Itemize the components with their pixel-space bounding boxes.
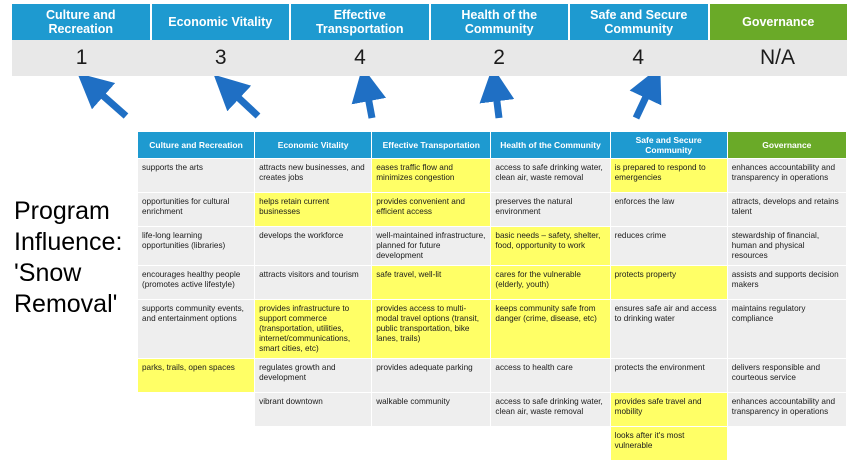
matrix-cell: stewardship of financial, human and physical resources (727, 227, 846, 266)
header-economic-vitality: Economic Vitality (152, 4, 292, 40)
matrix-cell: access to safe drinking water, clean air, waste removal (491, 159, 610, 193)
scorecard-score-row (12, 40, 847, 79)
matrix-cell: basic needs – safety, shelter, food, opportunity to work (491, 227, 610, 266)
header-governance: Governance (710, 4, 848, 40)
score-health-of-the-community: 2 (493, 46, 505, 69)
matrix-header-safe-and-secure-community: Safe and Secure Community (610, 132, 727, 159)
header-health-of-the-community: Health of the Community (431, 4, 571, 40)
arrow-health-of-the-community (495, 86, 499, 118)
arrow-culture-and-recreation (92, 86, 126, 116)
score-safe-and-secure-community: 4 (632, 46, 645, 69)
matrix-cell: provides infrastructure to support commerce (transportation, utilities, internet/communications, smart cities, etc) (255, 300, 372, 359)
score-culture-and-recreation: 1 (75, 46, 88, 69)
matrix-cell: provides convenient and efficient access (372, 193, 491, 227)
matrix-cell: enforces the law (610, 193, 727, 227)
matrix-header-health-of-the-community: Health of the Community (491, 132, 610, 159)
matrix-cell: assists and supports decision makers (727, 266, 846, 300)
matrix-cell: preserves the natural environment (491, 193, 610, 227)
matrix-header-effective-transportation: Effective Transportation (372, 132, 491, 159)
matrix-cell: eases traffic flow and minimizes congestion (372, 159, 491, 193)
matrix-cell-empty (372, 427, 491, 461)
matrix-cell-empty (491, 427, 610, 461)
arrow-effective-transportation (366, 86, 372, 118)
matrix-cell: protects property (610, 266, 727, 300)
scorecard-header-row (12, 4, 847, 40)
matrix-cell: access to health care (491, 359, 610, 393)
matrix-cell: looks after it's most vulnerable (610, 427, 727, 461)
matrix-cell: helps retain current businesses (255, 193, 372, 227)
matrix-cell: attracts visitors and tourism (255, 266, 372, 300)
matrix-cell: protects the environment (610, 359, 727, 393)
matrix-cell: enhances accountability and transparency in operations (727, 393, 846, 427)
matrix-cell: parks, trails, open spaces (138, 359, 255, 393)
header-safe-and-secure-community: Safe and Secure Community (570, 4, 710, 40)
matrix-header-row (138, 132, 847, 159)
matrix-cell: life-long learning opportunities (libraries) (138, 227, 255, 266)
matrix-cell: provides safe travel and mobility (610, 393, 727, 427)
matrix-body (138, 159, 847, 461)
matrix-row (138, 159, 847, 193)
matrix-cell-empty (255, 427, 372, 461)
matrix-row (138, 359, 847, 393)
header-effective-transportation: Effective Transportation (291, 4, 431, 40)
matrix-cell: vibrant downtown (255, 393, 372, 427)
matrix-row (138, 266, 847, 300)
score-economic-vitality: 3 (214, 46, 227, 69)
matrix-cell: keeps community safe from danger (crime, disease, etc) (491, 300, 610, 359)
score-governance: N/A (759, 46, 795, 69)
program-influence-caption: Program Influence: 'Snow Removal' (14, 197, 123, 318)
matrix-cell: enhances accountability and transparency in operations (727, 159, 846, 193)
arrow-economic-vitality (228, 88, 258, 116)
matrix-cell: attracts new businesses, and creates jobs (255, 159, 372, 193)
matrix-cell: reduces crime (610, 227, 727, 266)
score-effective-transportation: 4 (354, 46, 366, 69)
matrix-cell: walkable community (372, 393, 491, 427)
matrix-cell: is prepared to respond to emergencies (610, 159, 727, 193)
matrix-cell: delivers responsible and courteous service (727, 359, 846, 393)
matrix-cell: cares for the vulnerable (elderly, youth) (491, 266, 610, 300)
matrix-cell: access to safe drinking water, clean air, waste removal (491, 393, 610, 427)
matrix-cell: ensures safe air and access to drinking water (610, 300, 727, 359)
matrix-cell-empty (727, 427, 846, 461)
matrix-cell: supports community events, and entertainment options (138, 300, 255, 359)
matrix-row (138, 300, 847, 359)
matrix-cell: well-maintained infrastructure, planned for future development (372, 227, 491, 266)
matrix-cell: provides access to multi-modal travel options (transit, public transportation, bike lanes, trails) (372, 300, 491, 359)
matrix-cell: maintains regulatory compliance (727, 300, 846, 359)
matrix-header-governance: Governance (727, 132, 846, 159)
matrix-cell-empty (138, 393, 255, 427)
arrow-safe-and-secure-community (636, 84, 652, 118)
influence-matrix (137, 131, 847, 461)
matrix-row (138, 193, 847, 227)
header-culture-and-recreation: Culture and Recreation (12, 4, 152, 40)
matrix-row (138, 427, 847, 461)
matrix-cell: safe travel, well-lit (372, 266, 491, 300)
matrix-cell: attracts, develops and retains talent (727, 193, 846, 227)
matrix-cell: provides adequate parking (372, 359, 491, 393)
matrix-header-culture-and-recreation: Culture and Recreation (138, 132, 255, 159)
matrix-row (138, 227, 847, 266)
matrix-cell: supports the arts (138, 159, 255, 193)
matrix-header-economic-vitality: Economic Vitality (255, 132, 372, 159)
matrix-cell: opportunities for cultural enrichment (138, 193, 255, 227)
matrix-cell: develops the workforce (255, 227, 372, 266)
matrix-cell: regulates growth and development (255, 359, 372, 393)
matrix-cell: encourages healthy people (promotes active lifestyle) (138, 266, 255, 300)
matrix-row (138, 393, 847, 427)
matrix-cell-empty (138, 427, 255, 461)
arrow-layer (0, 76, 859, 132)
